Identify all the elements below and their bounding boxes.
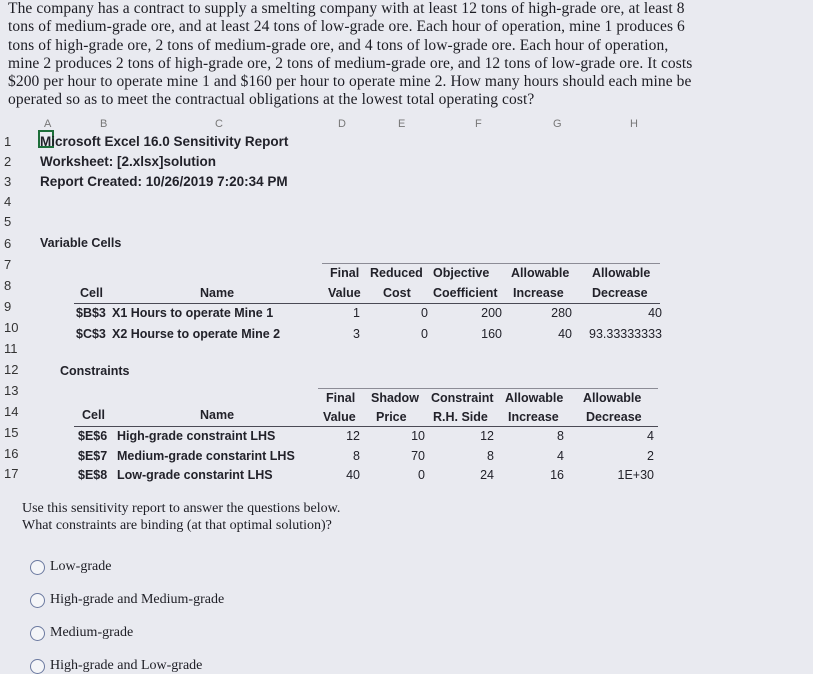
row-number: 2 — [4, 154, 12, 169]
problem-line: tons of high-grade ore, 2 tons of medium-grade ore, and 4 tons of low-grade ore. Each hour of operation, — [8, 36, 669, 54]
objective-coefficient: 200 — [481, 306, 502, 320]
row-number: 17 — [4, 466, 19, 481]
radio-button[interactable] — [30, 626, 45, 641]
header-allowable: Allowable — [505, 391, 564, 405]
column-letter: H — [630, 118, 638, 130]
cell-name: Low-grade constarint LHS — [117, 468, 273, 482]
cell-name: X2 Hourse to operate Mine 2 — [112, 327, 281, 341]
reduced-cost: 0 — [421, 306, 428, 320]
cell-ref: $B$3 — [76, 306, 106, 320]
row-number: 5 — [4, 214, 12, 229]
report-created: Report Created: 10/26/2019 7:20:34 PM — [40, 174, 288, 189]
variable-cells-heading: Variable Cells — [40, 236, 122, 250]
question-text — [22, 500, 340, 534]
allowable-increase: 280 — [551, 306, 572, 320]
column-letter: F — [475, 118, 482, 130]
allowable-decrease: 40 — [648, 306, 662, 320]
row-number: 11 — [4, 341, 18, 356]
header-allowable: Allowable — [592, 266, 651, 280]
problem-line: operated so as to meet the contractual obligations at the lowest total operating cost? — [8, 91, 535, 109]
allowable-increase: 16 — [550, 468, 564, 482]
final-value: 8 — [353, 449, 360, 463]
row-number: 13 — [4, 383, 19, 398]
question-line: What constraints are binding (at that optimal solution)? — [22, 518, 332, 533]
header-cost: Cost — [383, 286, 411, 300]
cell-ref: $E$6 — [78, 429, 108, 443]
header-price: Price — [376, 410, 407, 424]
allowable-decrease: 4 — [647, 429, 654, 443]
shadow-price: 10 — [411, 429, 425, 443]
column-letter: B — [100, 118, 108, 130]
option-low-grade[interactable] — [30, 559, 111, 575]
row-number: 12 — [4, 362, 19, 377]
header-increase: Increase — [508, 410, 559, 424]
worksheet-label: Worksheet: [2.xlsx]solution — [40, 154, 217, 169]
header-rule — [74, 303, 660, 304]
header-value: Value — [323, 410, 356, 424]
shadow-price: 0 — [418, 468, 425, 482]
allowable-decrease: 1E+30 — [617, 468, 654, 482]
column-letter: G — [553, 118, 562, 130]
header-allowable: Allowable — [511, 266, 570, 280]
header-value: Value — [328, 286, 361, 300]
header-rhs: R.H. Side — [433, 410, 488, 424]
header-rule — [318, 388, 658, 389]
final-value: 40 — [346, 468, 360, 482]
header-name: Name — [200, 408, 235, 422]
radio-button[interactable] — [30, 560, 45, 575]
cell-name: Medium-grade constarint LHS — [117, 449, 295, 463]
header-cell: Cell — [82, 408, 105, 422]
option-label: High-grade and Medium-grade — [50, 592, 225, 607]
allowable-decrease: 2 — [647, 449, 654, 463]
header-decrease: Decrease — [592, 286, 648, 300]
option-label: Medium-grade — [50, 625, 134, 640]
reduced-cost: 0 — [421, 327, 428, 341]
allowable-increase: 4 — [557, 449, 564, 463]
header-final: Final — [330, 266, 360, 280]
problem-line: The company has a contract to supply a smelting company with at least 12 tons of high-grade ore, at least 8 — [8, 0, 685, 17]
cell-ref: $C$3 — [76, 327, 106, 341]
sensitivity-report — [0, 118, 813, 490]
cell-name: High-grade constraint LHS — [117, 429, 276, 443]
radio-button[interactable] — [30, 593, 45, 608]
final-value: 1 — [353, 306, 360, 320]
option-high-and-medium[interactable] — [30, 592, 224, 608]
row-number: 14 — [4, 404, 19, 419]
column-letter: D — [338, 118, 346, 130]
shadow-price: 70 — [411, 449, 425, 463]
objective-coefficient: 160 — [481, 327, 502, 341]
header-objective: Objective — [433, 266, 490, 280]
header-constraint: Constraint — [431, 391, 494, 405]
header-final: Final — [326, 391, 356, 405]
problem-line: tons of medium-grade ore, and at least 24 tons of low-grade ore. Each hour of operation, mine 1 produces 6 — [8, 18, 685, 36]
column-letter: A — [44, 118, 52, 130]
row-number: 7 — [4, 257, 12, 272]
question-line: Use this sensitivity report to answer the questions below. — [22, 501, 341, 516]
header-coefficient: Coefficient — [433, 286, 498, 300]
constraint-rhs: 24 — [480, 468, 494, 482]
constraint-rhs: 8 — [487, 449, 494, 463]
constraints-heading: Constraints — [60, 364, 130, 378]
allowable-increase: 8 — [557, 429, 564, 443]
radio-button[interactable] — [30, 659, 45, 674]
report-title: Microsoft Excel 16.0 Sensitivity Report — [40, 134, 289, 149]
option-high-and-low[interactable] — [30, 658, 202, 674]
header-cell: Cell — [80, 286, 103, 300]
final-value: 12 — [346, 429, 360, 443]
header-decrease: Decrease — [586, 410, 642, 424]
option-label: High-grade and Low-grade — [50, 658, 203, 673]
option-label: Low-grade — [50, 559, 112, 574]
problem-line: $200 per hour to operate mine 1 and $160 per hour to operate mine 2. How many hours should each mine be — [8, 73, 692, 91]
problem-line: mine 2 produces 2 tons of high-grade ore, 2 tons of medium-grade ore, and 12 tons of low-grade ore. It costs — [8, 54, 693, 72]
row-number: 9 — [4, 299, 12, 314]
header-increase: Increase — [513, 286, 564, 300]
allowable-decrease: 93.33333333 — [589, 327, 662, 341]
header-name: Name — [200, 286, 235, 300]
row-number: 4 — [4, 194, 12, 209]
cell-ref: $E$7 — [78, 449, 108, 463]
problem-text — [8, 0, 808, 110]
cell-name: X1 Hours to operate Mine 1 — [112, 306, 274, 320]
header-shadow: Shadow — [371, 391, 419, 405]
option-medium-grade[interactable] — [30, 625, 133, 641]
row-number: 16 — [4, 446, 19, 461]
header-rule — [322, 263, 660, 264]
row-number: 3 — [4, 174, 12, 189]
row-number: 10 — [4, 320, 19, 335]
constraint-rhs: 12 — [480, 429, 494, 443]
row-number: 1 — [4, 134, 12, 149]
column-letter: E — [398, 118, 406, 130]
final-value: 3 — [353, 327, 360, 341]
header-rule — [74, 426, 658, 427]
header-allowable: Allowable — [583, 391, 642, 405]
row-number: 8 — [4, 278, 12, 293]
column-letter: C — [215, 118, 223, 130]
cell-ref: $E$8 — [78, 468, 108, 482]
allowable-increase: 40 — [558, 327, 572, 341]
header-reduced: Reduced — [370, 266, 423, 280]
row-number: 15 — [4, 425, 19, 440]
row-number: 6 — [4, 236, 12, 251]
